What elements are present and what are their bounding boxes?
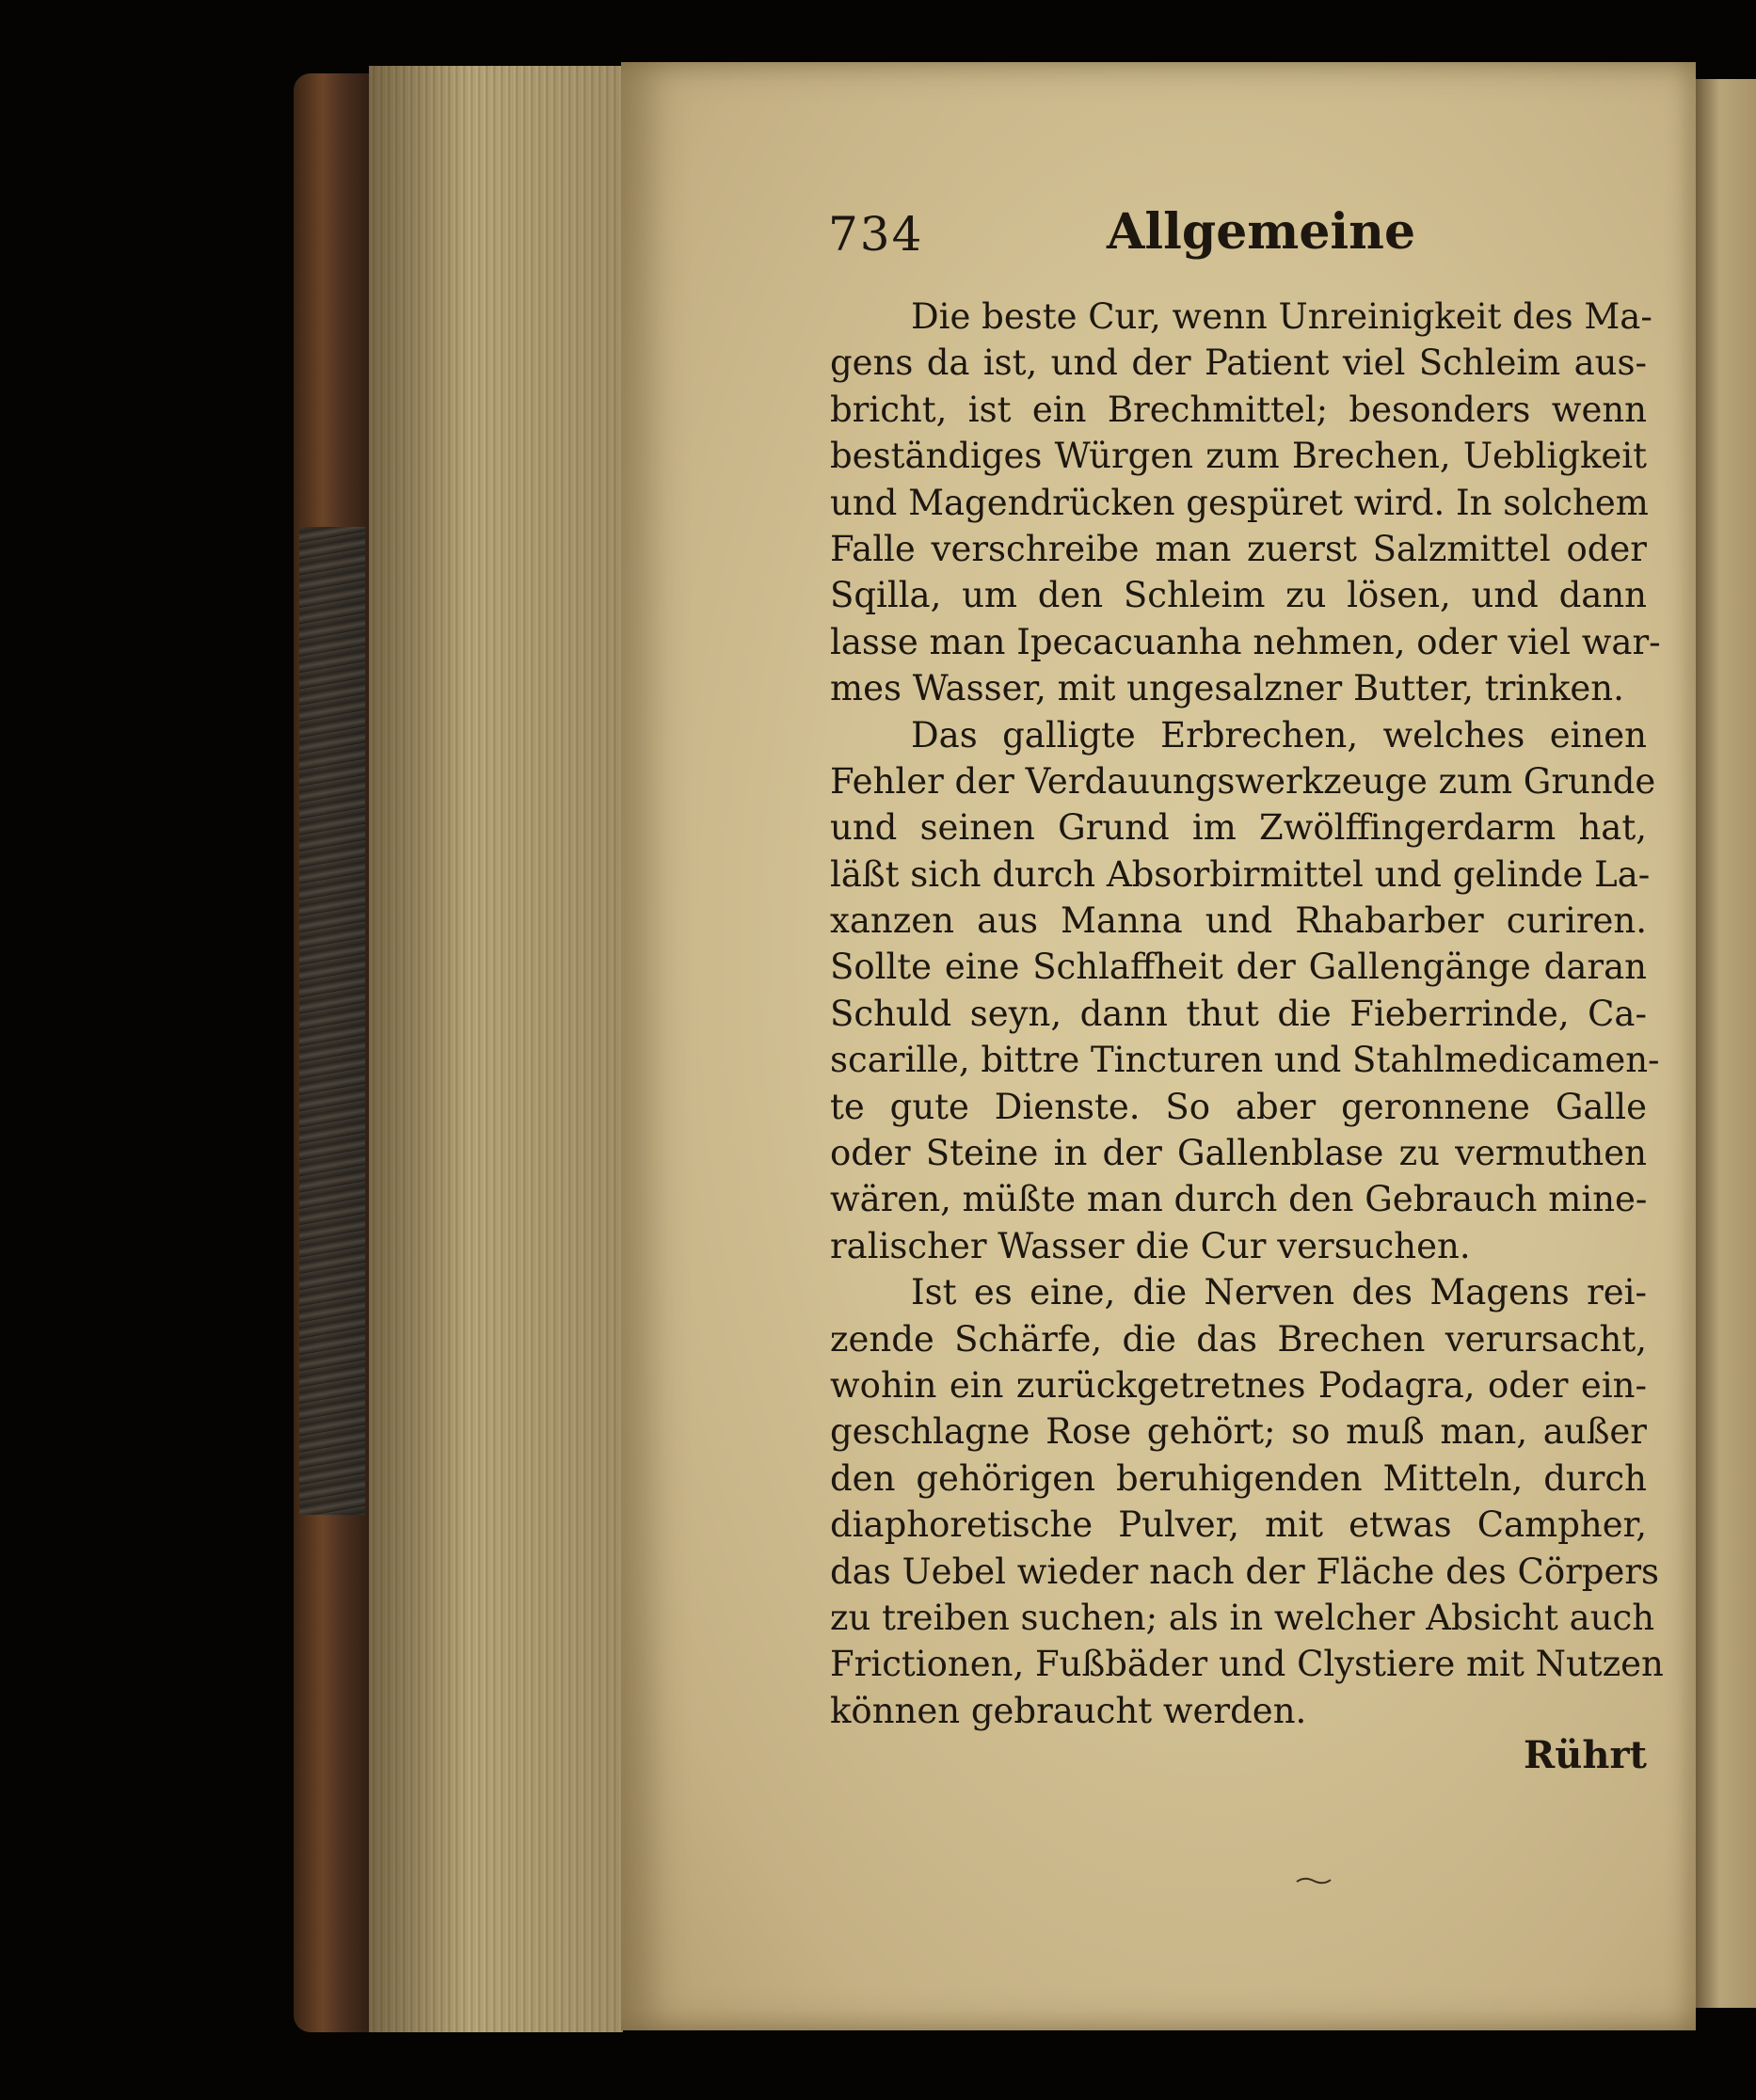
text-line: gens da ist, und der Patient viel Schleim aus- [830,342,1647,384]
text-line: können gebraucht werden. [830,1690,1307,1731]
text-line: beständiges Würgen zum Brechen, Uebligkeit [830,436,1647,477]
text-line: wären, müßte man durch den Gebrauch mine- [830,1179,1648,1220]
text-line: wohin ein zurückgetretnes Podagra, oder ein- [830,1364,1647,1406]
body-text [830,294,1664,1734]
text-line: und Magendrücken gespüret wird. In solchem [830,482,1649,523]
text-line: oder Steine in der Gallenblase zu vermuthen [830,1133,1647,1174]
page-edges-shadow [369,66,623,2032]
text-line: Fehler der Verdauungswerkzeuge zum Grunde [830,760,1656,802]
text-line: und seinen Grund im Zwölffingerdarm hat, [830,807,1647,849]
text-line: läßt sich durch Absorbirmittel und gelinde La- [830,853,1651,895]
text-line: lasse man Ipecacuanha nehmen, oder viel war- [830,621,1661,662]
text-line: Ist es eine, die Nerven des Magens rei- [911,1272,1647,1313]
text-line: geschlagne Rose gehört; so muß man, außer [830,1411,1647,1453]
text-line: ralischer Wasser die Cur versuchen. [830,1225,1471,1266]
cover-marbling [299,527,365,1515]
text-line: zu treiben suchen; als in welcher Absicht auch [830,1597,1655,1638]
text-line: Falle verschreibe man zuerst Salzmittel oder [830,528,1647,569]
text-line: das Uebel wieder nach der Fläche des Cörpers [830,1551,1660,1592]
text-line: Das galligte Erbrechen, welches einen [911,714,1647,756]
printers-ornament [1295,1876,1333,1885]
text-line: te gute Dienste. So aber geronnene Galle [830,1086,1647,1127]
page-number: 734 [828,207,924,262]
text-line: Sqilla, um den Schleim zu lösen, und dann [830,575,1647,616]
text-line: Sollte eine Schlaffheit der Gallengänge daran [830,947,1647,988]
text-line: Die beste Cur, wenn Unreinigkeit des Ma- [911,296,1652,337]
running-head: Allgemeine [1107,203,1416,261]
text-line: bricht, ist ein Brechmittel; besonders wenn [830,389,1647,430]
text-line: scarille, bittre Tincturen und Stahlmedicamen- [830,1040,1660,1081]
facing-page-edge [1696,79,1756,2008]
page-header [828,199,1656,275]
text-line: Schuld seyn, dann thut die Fieberrinde, Ca- [830,993,1647,1034]
text-line: den gehörigen beruhigenden Mitteln, durch [830,1457,1647,1499]
text-line: zende Schärfe, die das Brechen verursacht, [830,1318,1647,1360]
text-line: diaphoretische Pulver, mit etwas Campher, [830,1504,1647,1546]
text-line: mes Wasser, mit ungesalzner Butter, trinken. [830,668,1624,709]
text-line: xanzen aus Manna und Rhabarber curiren. [830,900,1647,942]
catchword: Rührt [1524,1733,1647,1777]
text-line: Frictionen, Fußbäder und Clystiere mit Nutzen [830,1644,1664,1685]
